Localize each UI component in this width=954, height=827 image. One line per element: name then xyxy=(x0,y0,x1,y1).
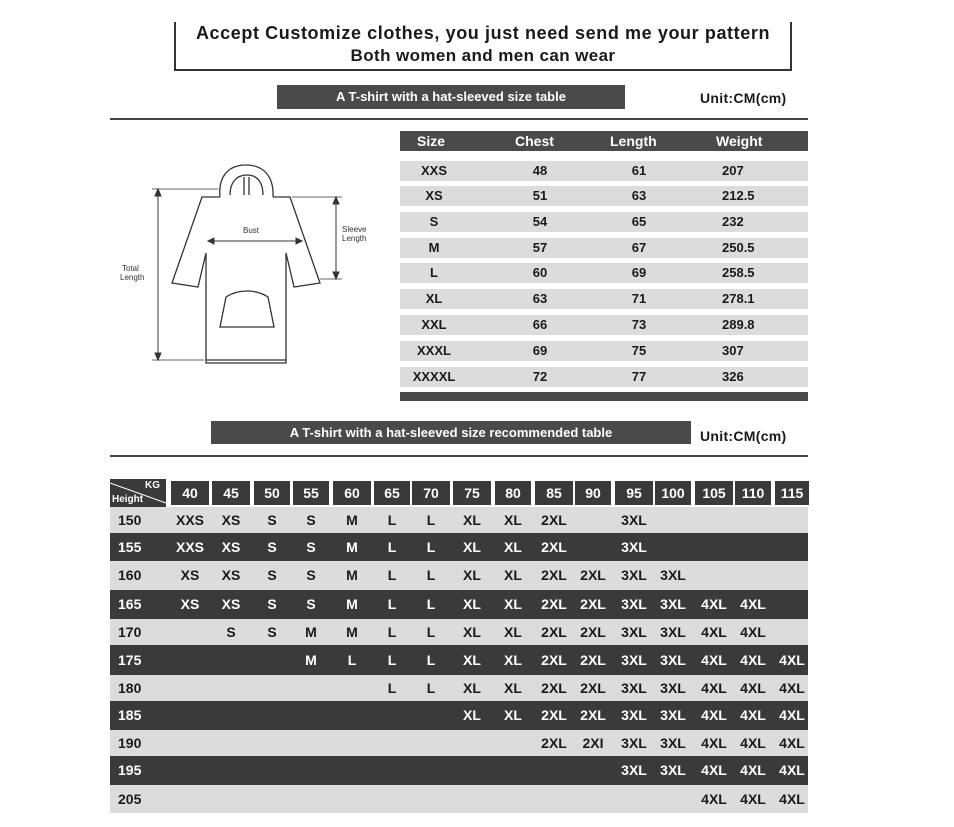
recommended-size-cell: 4XL xyxy=(740,652,766,668)
kg-header-cell: 115 xyxy=(775,481,809,505)
height-label: 165 xyxy=(118,596,142,612)
recommended-size-cell: 2XL xyxy=(541,652,567,668)
size-table-cell: 307 xyxy=(722,343,744,358)
size-table-cell: 51 xyxy=(532,188,548,203)
recommended-size-cell: L xyxy=(426,512,436,528)
size-table-column-header: Chest xyxy=(515,133,554,149)
recommended-size-cell: XL xyxy=(504,624,522,640)
height-label: 205 xyxy=(118,791,142,807)
recommended-size-cell: L xyxy=(426,680,436,696)
kg-header-cell: 90 xyxy=(575,481,611,505)
height-label: 160 xyxy=(118,567,142,583)
recommended-size-cell: 4XL xyxy=(740,707,766,723)
kg-header-cell: 55 xyxy=(293,481,329,505)
divider xyxy=(110,455,808,457)
size-table-cell: 207 xyxy=(722,163,744,178)
size-table-cell: XXS xyxy=(420,163,447,178)
recommended-size-cell: XL xyxy=(504,680,522,696)
kg-header-cell: 95 xyxy=(615,481,653,505)
recommended-size-cell: 2XL xyxy=(541,596,567,612)
recommended-size-cell: XS xyxy=(221,567,241,583)
recommended-size-cell: 2XL xyxy=(541,567,567,583)
recommended-size-cell: XL xyxy=(504,567,522,583)
recommended-size-cell: 3XL xyxy=(660,652,686,668)
recommended-size-cell: S xyxy=(267,539,277,555)
size-table-cell: S xyxy=(429,214,439,229)
kg-header-cell: 50 xyxy=(254,481,290,505)
size-table-cell: L xyxy=(430,265,438,280)
size-table-cell: 66 xyxy=(532,317,548,332)
recommended-size-cell: XL xyxy=(463,652,481,668)
kg-header-cell: 70 xyxy=(412,481,450,505)
size-table-cell: 65 xyxy=(631,214,647,229)
recommended-size-cell: 3XL xyxy=(660,735,686,751)
recommended-size-cell: M xyxy=(346,596,358,612)
recommended-size-cell: 4XL xyxy=(779,735,805,751)
recommended-size-cell: L xyxy=(426,596,436,612)
size-table-cell: 63 xyxy=(532,291,548,306)
height-label: 155 xyxy=(118,539,142,555)
kg-header-cell: 75 xyxy=(453,481,491,505)
height-label: 190 xyxy=(118,735,142,751)
header-title: Accept Customize clothes, you just need send me your pattern xyxy=(195,23,771,43)
recommended-size-cell: 3XL xyxy=(621,762,647,778)
recommended-size-cell: 4XL xyxy=(740,735,766,751)
bust-label: Bust xyxy=(243,226,260,235)
recommended-size-cell: 3XL xyxy=(621,735,647,751)
table-corner xyxy=(110,479,166,507)
recommended-size-cell: M xyxy=(346,624,358,640)
sleeve-label-1: Sleeve xyxy=(342,225,367,234)
height-label: 175 xyxy=(118,652,142,668)
height-label: 170 xyxy=(118,624,142,640)
recommended-size-cell: XL xyxy=(463,512,481,528)
recommended-table-unit: Unit:CM(cm) xyxy=(700,428,787,444)
recommended-size-cell: 4XL xyxy=(701,680,727,696)
height-label: 185 xyxy=(118,707,142,723)
recommended-size-cell: XL xyxy=(504,539,522,555)
recommended-size-cell: S xyxy=(306,596,316,612)
recommended-size-cell: 3XL xyxy=(660,680,686,696)
recommended-size-cell: 4XL xyxy=(779,652,805,668)
size-table-cell: 48 xyxy=(532,163,548,178)
size-table-cell: 54 xyxy=(532,214,548,229)
recommended-size-cell: S xyxy=(306,539,316,555)
size-table-cell: XL xyxy=(425,291,443,306)
recommended-size-cell: S xyxy=(267,512,277,528)
recommended-size-cell: XS xyxy=(180,596,200,612)
recommended-size-cell: 4XL xyxy=(740,596,766,612)
recommended-size-cell: L xyxy=(387,567,397,583)
size-table-cell: 278.1 xyxy=(722,291,755,306)
recommended-size-cell: 3XL xyxy=(621,680,647,696)
recommended-size-cell: 4XL xyxy=(740,680,766,696)
total-label-1: Total xyxy=(122,264,139,273)
recommended-size-cell: XXS xyxy=(175,512,204,528)
size-table-cell: 57 xyxy=(532,240,548,255)
recommended-size-cell: 3XL xyxy=(621,567,647,583)
recommended-size-cell: M xyxy=(346,567,358,583)
recommended-size-cell: XL xyxy=(504,512,522,528)
recommended-size-cell: 4XL xyxy=(701,652,727,668)
kg-header-cell: 85 xyxy=(535,481,573,505)
recommended-size-cell: 2XL xyxy=(541,624,567,640)
recommended-size-cell: L xyxy=(426,539,436,555)
kg-header-cell: 110 xyxy=(735,481,771,505)
size-table-cell: 212.5 xyxy=(722,188,755,203)
kg-header-cell: 40 xyxy=(171,481,209,505)
size-table-banner: A T-shirt with a hat-sleeved size table xyxy=(277,85,625,109)
recommended-size-cell: 4XL xyxy=(779,680,805,696)
size-table-cell: 77 xyxy=(631,369,647,384)
recommended-size-cell: 2XI xyxy=(582,735,604,751)
size-table-cell: 250.5 xyxy=(722,240,755,255)
recommended-size-cell: L xyxy=(426,652,436,668)
recommended-size-cell: L xyxy=(387,652,397,668)
height-label: 195 xyxy=(118,762,142,778)
size-table-cell: 326 xyxy=(722,369,744,384)
recommended-size-cell: 2XL xyxy=(541,680,567,696)
recommended-size-cell: S xyxy=(306,567,316,583)
size-table-cell: 75 xyxy=(631,343,647,358)
size-table-cell: XXXXL xyxy=(412,369,456,384)
recommended-size-cell: XL xyxy=(463,707,481,723)
size-table-cell: XXL xyxy=(421,317,447,332)
recommended-size-cell: 4XL xyxy=(701,762,727,778)
size-table-unit: Unit:CM(cm) xyxy=(700,90,787,106)
height-label: 180 xyxy=(118,680,142,696)
recommended-size-cell: L xyxy=(426,567,436,583)
size-table-cell: 69 xyxy=(631,265,647,280)
recommended-size-cell: XS xyxy=(180,567,200,583)
recommended-size-cell: 4XL xyxy=(701,791,727,807)
recommended-size-cell: L xyxy=(387,596,397,612)
recommended-size-cell: 3XL xyxy=(621,512,647,528)
recommended-size-cell: 2XL xyxy=(580,652,606,668)
recommended-size-cell: S xyxy=(267,567,277,583)
height-label: 150 xyxy=(118,512,142,528)
recommended-size-cell: XL xyxy=(463,596,481,612)
header-subtitle: Both women and men can wear xyxy=(350,46,616,65)
recommended-size-cell: 2XL xyxy=(580,596,606,612)
size-table-cell: 60 xyxy=(532,265,548,280)
recommended-size-cell: 2XL xyxy=(580,680,606,696)
size-table-cell: 61 xyxy=(631,163,647,178)
size-table-cell: 73 xyxy=(631,317,647,332)
recommended-size-cell: 4XL xyxy=(701,735,727,751)
recommended-size-cell: 3XL xyxy=(621,707,647,723)
size-table-cell: 71 xyxy=(631,291,647,306)
recommended-size-cell: 2XL xyxy=(580,567,606,583)
size-table-column-header: Weight xyxy=(716,133,763,149)
recommended-size-cell: 2XL xyxy=(541,735,567,751)
recommended-size-cell: S xyxy=(306,512,316,528)
recommended-size-cell: 2XL xyxy=(541,707,567,723)
size-table-cell: M xyxy=(428,240,440,255)
recommended-size-cell: 2XL xyxy=(541,512,567,528)
recommended-size-cell: 3XL xyxy=(621,652,647,668)
recommended-size-cell: 3XL xyxy=(660,762,686,778)
recommended-size-cell: 3XL xyxy=(660,567,686,583)
corner-height-label: Height xyxy=(112,494,144,505)
recommended-size-cell: M xyxy=(305,624,317,640)
recommended-size-cell: 2XL xyxy=(541,539,567,555)
size-table-cell: 232 xyxy=(722,214,744,229)
recommended-size-cell: 3XL xyxy=(660,707,686,723)
recommended-size-cell: L xyxy=(387,680,397,696)
recommended-size-cell: L xyxy=(387,624,397,640)
recommended-size-cell: 2XL xyxy=(580,624,606,640)
recommended-size-cell: M xyxy=(346,512,358,528)
recommended-size-cell: 4XL xyxy=(701,707,727,723)
recommended-size-cell: 3XL xyxy=(660,624,686,640)
recommended-size-cell: 4XL xyxy=(779,707,805,723)
size-table-cell: XXXL xyxy=(417,343,451,358)
recommended-size-cell: XL xyxy=(504,652,522,668)
size-table-cell: 289.8 xyxy=(722,317,755,332)
kg-header-cell: 80 xyxy=(495,481,531,505)
recommended-table-banner: A T-shirt with a hat-sleeved size recommended table xyxy=(211,421,691,444)
total-label-2: Length xyxy=(120,273,145,282)
recommended-size-cell: 3XL xyxy=(621,596,647,612)
sleeve-label-2: Length xyxy=(342,234,367,243)
kg-header-cell: 45 xyxy=(212,481,250,505)
recommended-size-cell: XL xyxy=(463,680,481,696)
recommended-size-cell: L xyxy=(347,652,357,668)
recommended-size-cell: 4XL xyxy=(779,762,805,778)
kg-header-cell: 60 xyxy=(333,481,371,505)
recommended-size-cell: 4XL xyxy=(701,624,727,640)
recommended-size-cell: 2XL xyxy=(580,707,606,723)
recommended-size-cell: M xyxy=(305,652,317,668)
recommended-size-cell: XS xyxy=(221,596,241,612)
size-table-cell: 63 xyxy=(631,188,647,203)
recommended-size-cell: L xyxy=(387,512,397,528)
recommended-size-cell: 3XL xyxy=(660,596,686,612)
divider xyxy=(110,118,808,120)
kg-header-cell: 100 xyxy=(655,481,691,505)
recommended-size-cell: L xyxy=(426,624,436,640)
recommended-size-cell: XL xyxy=(463,567,481,583)
recommended-size-cell: M xyxy=(346,539,358,555)
recommended-size-cell: 3XL xyxy=(621,624,647,640)
kg-header-cell: 65 xyxy=(374,481,410,505)
recommended-size-cell: XL xyxy=(463,624,481,640)
corner-kg-label: KG xyxy=(145,480,160,491)
recommended-size-cell: 4XL xyxy=(740,624,766,640)
recommended-size-cell: 3XL xyxy=(621,539,647,555)
recommended-size-cell: S xyxy=(267,624,277,640)
recommended-size-cell: XL xyxy=(504,596,522,612)
recommended-size-cell: S xyxy=(226,624,236,640)
hoodie-diagram xyxy=(110,155,385,370)
recommended-size-cell: L xyxy=(387,539,397,555)
size-table-cell: 72 xyxy=(532,369,548,384)
size-table-cell: 69 xyxy=(532,343,548,358)
recommended-size-cell: XXS xyxy=(175,539,204,555)
recommended-size-cell: XL xyxy=(504,707,522,723)
recommended-size-cell: S xyxy=(267,596,277,612)
recommended-size-cell: XL xyxy=(463,539,481,555)
recommended-size-cell: 4XL xyxy=(740,762,766,778)
size-table-column-header: Length xyxy=(610,133,657,149)
size-table-cell: 258.5 xyxy=(722,265,755,280)
size-table-footer xyxy=(400,392,808,401)
recommended-size-cell: XS xyxy=(221,539,241,555)
size-table-cell: XS xyxy=(425,188,443,203)
size-table-column-header: Size xyxy=(417,133,446,149)
recommended-size-cell: 4XL xyxy=(779,791,805,807)
size-table-cell: 67 xyxy=(631,240,647,255)
recommended-size-cell: 4XL xyxy=(701,596,727,612)
kg-header-cell: 105 xyxy=(695,481,733,505)
recommended-size-cell: 4XL xyxy=(740,791,766,807)
recommended-size-cell: XS xyxy=(221,512,241,528)
